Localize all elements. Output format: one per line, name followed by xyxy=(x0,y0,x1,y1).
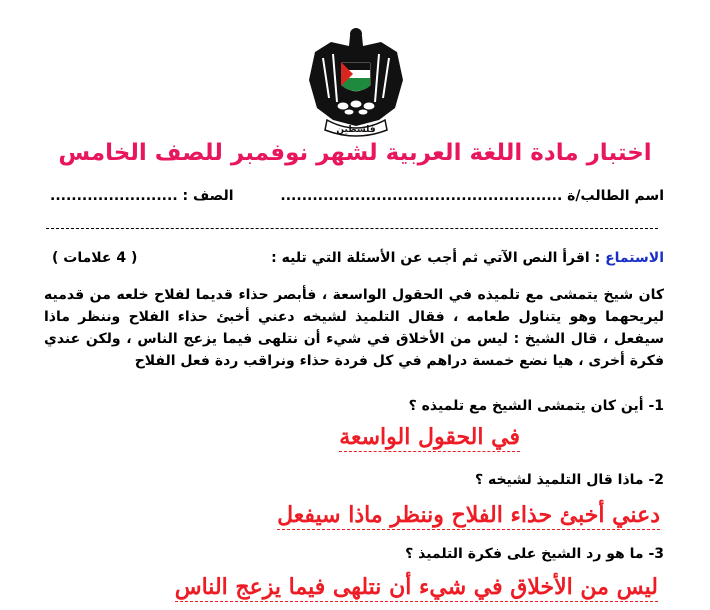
answer-2 xyxy=(277,502,660,528)
class-field xyxy=(50,188,234,204)
question-number: 1- xyxy=(648,398,664,414)
emblem-caption: فلسطين xyxy=(336,125,376,135)
section-label: الاستماع xyxy=(605,250,664,266)
answer-text: في الحقول الواسعة xyxy=(339,424,520,450)
class-label: الصف : xyxy=(182,188,234,204)
section-marks: ( 4 علامات ) xyxy=(52,250,138,266)
question-2 xyxy=(475,472,664,488)
student-name-blank[interactable]: ..................................................... xyxy=(280,188,563,204)
section-heading xyxy=(271,250,664,266)
student-name-label: اسم الطالب/ة xyxy=(567,188,664,204)
exam-title: اختبار مادة اللغة العربية لشهر نوفمبر للصف الخامس xyxy=(58,140,652,166)
question-1 xyxy=(409,398,664,414)
answer-1 xyxy=(339,424,520,450)
answer-3 xyxy=(175,574,658,600)
question-number: 3- xyxy=(648,546,664,562)
question-text: ماذا قال التلميذ لشيخه ؟ xyxy=(474,472,644,488)
header-separator xyxy=(46,228,658,229)
section-instruction: : اقرأ النص الآتي ثم أجب عن الأسئلة التي تليه : xyxy=(271,250,601,266)
class-blank[interactable]: ........................ xyxy=(50,188,178,204)
question-text: ما هو رد الشيخ على فكرة التلميذ ؟ xyxy=(405,546,644,562)
palestine-emblem-icon xyxy=(303,20,409,138)
answer-text: ليس من الأخلاق في شيء أن نتلهى فيما يزعج الناس xyxy=(174,574,658,600)
reading-passage: كان شيخ يتمشى مع تلميذه في الحقول الواسعة ، فأبصر حذاء قديما لفلاح خلعه من قدميه ليريحهما وهو يتناول طعامه ، فقال التلميذ لشيخه دعني أخبئ حذاء الفلاح وننظر ماذا سيفعل ، قال الشيخ : ليس من الأخلاق في شيء أن نتلهى فيما يزعج الناس ، ولكن عندي فكرة أخرى ، هيا نضع خمسة دراهم في كل فردة حذاء ونراقب ردة فعل الفلاح xyxy=(44,287,664,369)
question-text: أين كان يتمشى الشيخ مع تلميذه ؟ xyxy=(408,398,644,414)
student-name-field xyxy=(280,188,664,204)
answer-text: دعني أخبئ حذاء الفلاح وننظر ماذا سيفعل xyxy=(277,502,660,528)
question-number: 2- xyxy=(648,472,664,488)
question-3 xyxy=(405,546,664,562)
